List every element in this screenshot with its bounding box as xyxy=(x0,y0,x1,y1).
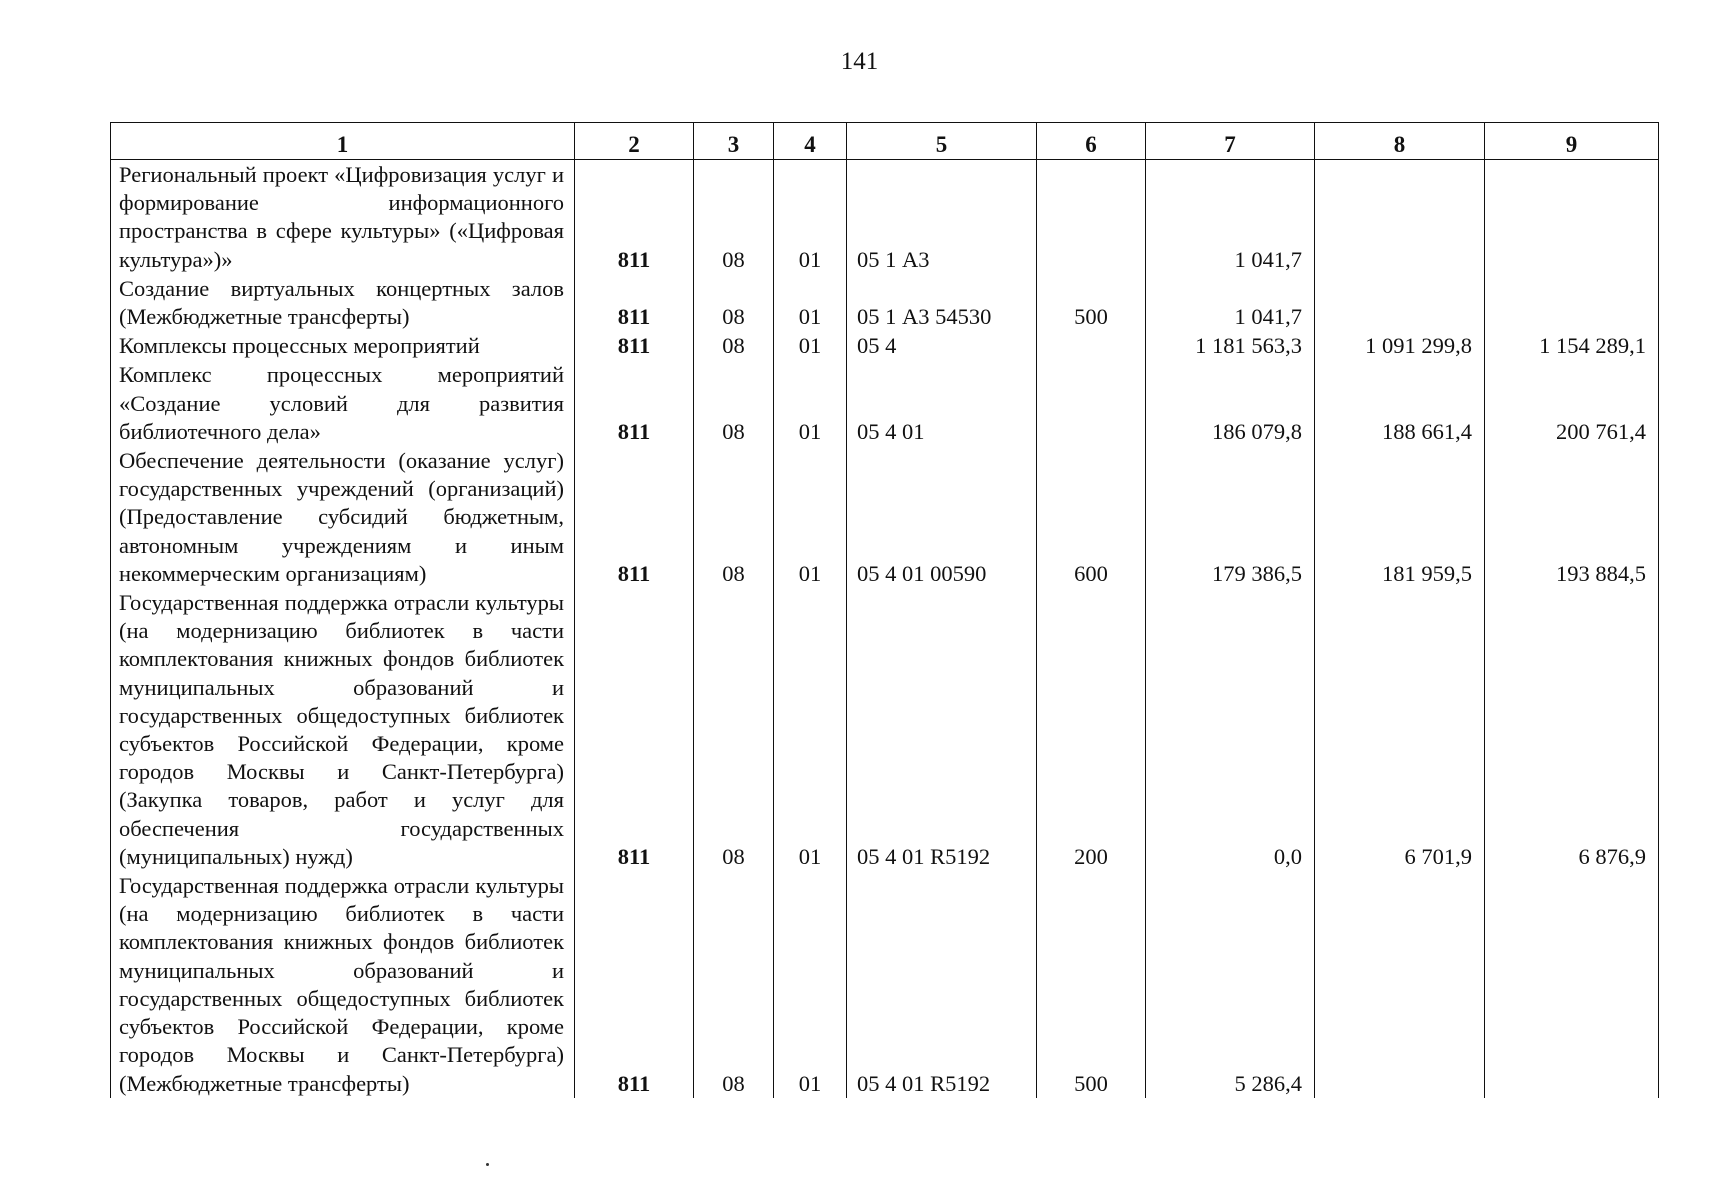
row-section: 08 xyxy=(694,160,774,274)
row-name: Государственная поддержка отрасли культуры (на модернизацию библиотек в части комплектования книжных фондов библиотек муниципальных образований и государственных общедоступных библиотек субъектов Российской Федерации, кроме городов Москвы и Санкт-Петербурга) (Межбюджетные трансферты) xyxy=(111,871,575,1098)
row-amount-2: 181 959,5 xyxy=(1315,446,1485,588)
table-row xyxy=(111,588,1659,871)
row-amount-1: 1 181 563,3 xyxy=(1146,331,1315,360)
row-expense-type: 200 xyxy=(1037,588,1146,871)
header-col-8: 8 xyxy=(1315,123,1485,160)
table-row xyxy=(111,446,1659,588)
row-expense-type xyxy=(1037,360,1146,446)
row-subsection: 01 xyxy=(774,446,847,588)
scan-dot-mark xyxy=(486,1163,489,1166)
row-name: Обеспечение деятельности (оказание услуг) государственных учреждений (организаций) (Предоставление субсидий бюджетным, автономным учреждениям и иным некоммерческим организациям) xyxy=(111,446,575,588)
table-body xyxy=(111,160,1659,1098)
header-col-7: 7 xyxy=(1146,123,1315,160)
row-subsection: 01 xyxy=(774,160,847,274)
row-expense-type: 500 xyxy=(1037,871,1146,1098)
row-section: 08 xyxy=(694,360,774,446)
row-amount-3 xyxy=(1485,274,1659,331)
row-target-article: 05 1 А3 xyxy=(847,160,1037,274)
row-name: Создание виртуальных концертных залов (Межбюджетные трансферты) xyxy=(111,274,575,331)
row-amount-3: 193 884,5 xyxy=(1485,446,1659,588)
row-section: 08 xyxy=(694,871,774,1098)
row-target-article: 05 4 xyxy=(847,331,1037,360)
table-row xyxy=(111,871,1659,1098)
row-section: 08 xyxy=(694,588,774,871)
header-col-5: 5 xyxy=(847,123,1037,160)
row-subsection: 01 xyxy=(774,588,847,871)
row-target-article: 05 4 01 R5192 xyxy=(847,588,1037,871)
header-col-2: 2 xyxy=(575,123,694,160)
row-section: 08 xyxy=(694,446,774,588)
header-col-3: 3 xyxy=(694,123,774,160)
table-row xyxy=(111,274,1659,331)
header-col-6: 6 xyxy=(1037,123,1146,160)
row-amount-2: 188 661,4 xyxy=(1315,360,1485,446)
table-row xyxy=(111,160,1659,274)
row-amount-3 xyxy=(1485,160,1659,274)
row-amount-3: 6 876,9 xyxy=(1485,588,1659,871)
row-name: Комплексы процессных мероприятий xyxy=(111,331,575,360)
row-subsection: 01 xyxy=(774,360,847,446)
table-row xyxy=(111,360,1659,446)
page-number: 141 xyxy=(840,48,879,75)
row-target-article: 05 4 01 R5192 xyxy=(847,871,1037,1098)
row-section: 08 xyxy=(694,331,774,360)
table-header xyxy=(111,123,1659,160)
header-col-1: 1 xyxy=(111,123,575,160)
row-amount-2 xyxy=(1315,160,1485,274)
row-grbs: 811 xyxy=(575,360,694,446)
budget-table xyxy=(110,122,1659,1098)
row-expense-type xyxy=(1037,331,1146,360)
row-amount-3 xyxy=(1485,871,1659,1098)
row-grbs: 811 xyxy=(575,446,694,588)
header-col-9: 9 xyxy=(1485,123,1659,160)
row-amount-1: 179 386,5 xyxy=(1146,446,1315,588)
row-name: Государственная поддержка отрасли культуры (на модернизацию библиотек в части комплектования книжных фондов библиотек муниципальных образований и государственных общедоступных библиотек субъектов Российской Федерации, кроме городов Москвы и Санкт-Петербурга) (Закупка товаров, работ и услуг для обеспечения государственных (муниципальных) нужд) xyxy=(111,588,575,871)
row-section: 08 xyxy=(694,274,774,331)
row-amount-2: 6 701,9 xyxy=(1315,588,1485,871)
header-row xyxy=(111,123,1659,160)
row-target-article: 05 4 01 xyxy=(847,360,1037,446)
row-amount-2: 1 091 299,8 xyxy=(1315,331,1485,360)
row-grbs: 811 xyxy=(575,160,694,274)
row-grbs: 811 xyxy=(575,588,694,871)
row-amount-1: 5 286,4 xyxy=(1146,871,1315,1098)
row-expense-type xyxy=(1037,160,1146,274)
row-grbs: 811 xyxy=(575,331,694,360)
row-amount-1: 0,0 xyxy=(1146,588,1315,871)
row-amount-3: 1 154 289,1 xyxy=(1485,331,1659,360)
row-subsection: 01 xyxy=(774,331,847,360)
row-target-article: 05 1 А3 54530 xyxy=(847,274,1037,331)
row-grbs: 811 xyxy=(575,871,694,1098)
row-subsection: 01 xyxy=(774,871,847,1098)
row-amount-1: 186 079,8 xyxy=(1146,360,1315,446)
row-target-article: 05 4 01 00590 xyxy=(847,446,1037,588)
row-grbs: 811 xyxy=(575,274,694,331)
row-subsection: 01 xyxy=(774,274,847,331)
row-expense-type: 500 xyxy=(1037,274,1146,331)
row-amount-1: 1 041,7 xyxy=(1146,274,1315,331)
row-name: Комплекс процессных мероприятий «Создание условий для развития библиотечного дела» xyxy=(111,360,575,446)
header-col-4: 4 xyxy=(774,123,847,160)
row-expense-type: 600 xyxy=(1037,446,1146,588)
table-row xyxy=(111,331,1659,360)
row-name: Региональный проект «Цифровизация услуг и формирование информационного пространства в сфере культуры» («Цифровая культура»)» xyxy=(111,160,575,274)
row-amount-3: 200 761,4 xyxy=(1485,360,1659,446)
row-amount-2 xyxy=(1315,274,1485,331)
row-amount-1: 1 041,7 xyxy=(1146,160,1315,274)
row-amount-2 xyxy=(1315,871,1485,1098)
